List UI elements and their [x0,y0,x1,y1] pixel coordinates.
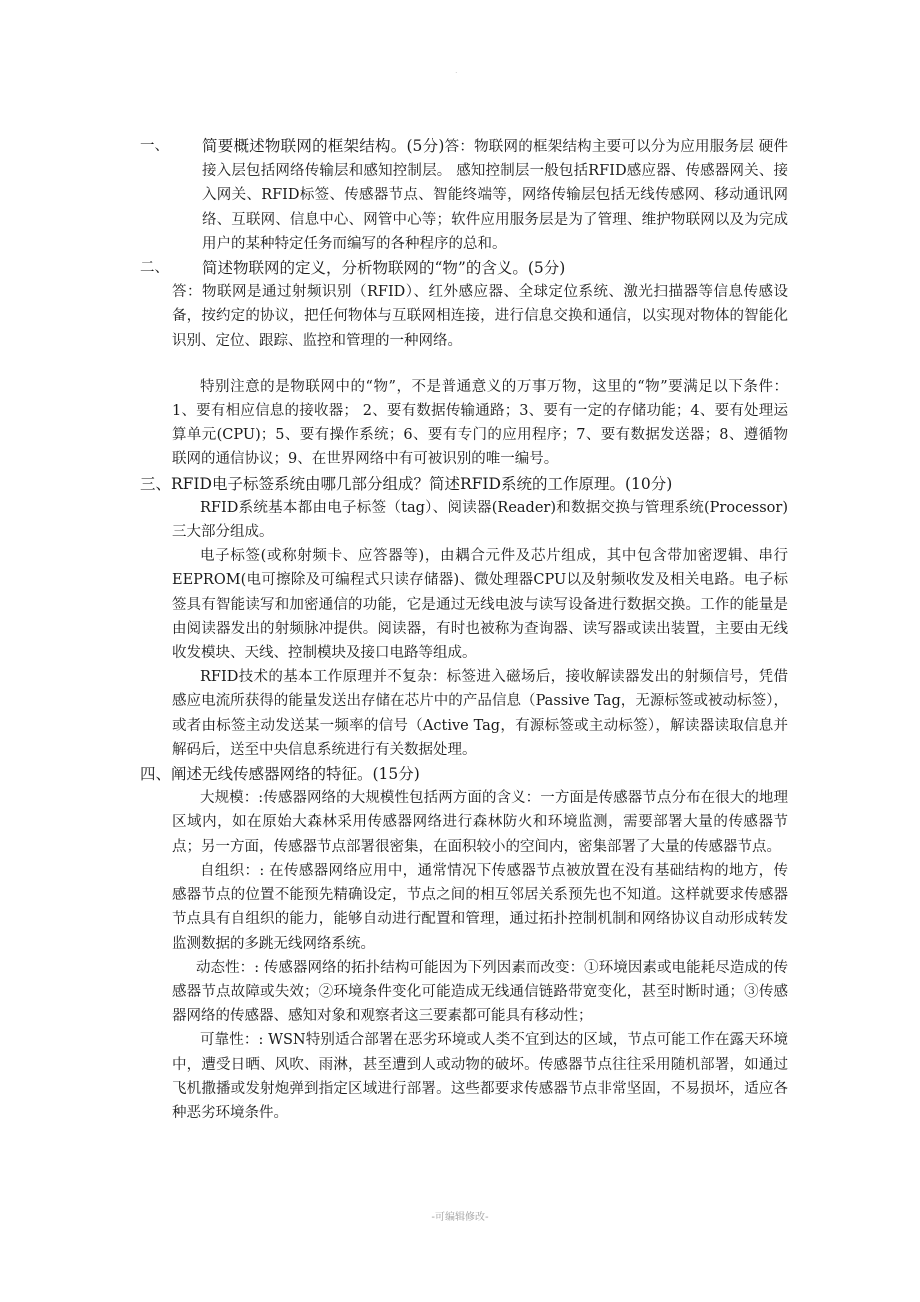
question-4-paragraph-1: 大规模：:传感器网络的大规模性包括两方面的含义：一方面是传感器节点分布在很大的地理区域内，如在原始大森林采用传感器网络进行森林防火和环境监测，需要部署大量的传感器节点；另一方面，传感器节点部署很密集，在面积较小的空间内，密集部署了大量的传感器节点。 [172,790,788,855]
question-3-paragraph-2: 电子标签(或称射频卡、应答器等)，由耦合元件及芯片组成，其中包含带加密逻辑、串行EEPROM(电可擦除及可编程式只读存储器)、微处理器CPU以及射频收发及相关电路。电子标签具有智能读写和加密通信的功能，它是通过无线电波与读写设备进行数据交换。工作的能量是由阅读器发出的射频脉冲提供。阅读器，有时也被称为查询器、读写器或读出装置，主要由无线收发模块、天线、控制模块及接口电路等组成。 [172,548,788,662]
question-4-paragraph-3: 动态性：: 传感器网络的拓扑结构可能因为下列因素而改变：①环境因素或电能耗尽造成的传感器节点故障或失效；②环境条件变化可能造成无线通信链路带宽变化，甚至时断时通；③传感器网络的传感器、感知对象和观察者这三要素都可能具有移动性； [172,959,788,1025]
page-footer: -可编辑修改- [431,1212,489,1223]
question-2 [140,256,788,280]
question-2-answer: 答：物联网是通过射频识别（RFID）、红外感应器、全球定位系统、激光扫描器等信息传感设备，按约定的协议，把任何物体与互联网相连接，进行信息交换和通信，以实现对物体的智能化识别、定位、跟踪、监控和管理的一种网络。 [172,284,788,349]
header-mark: . [455,66,458,75]
document-body [140,134,788,1125]
question-1 [140,134,788,256]
question-3-paragraph-1: RFID系统基本都由电子标签（tag）、阅读器(Reader)和数据交换与管理系统(Processor)三大部分组成。 [172,499,788,541]
question-4-paragraph-4: 可靠性：: WSN特别适合部署在恶劣环境或人类不宜到达的区域，节点可能工作在露天环境中，遭受日晒、风吹、雨淋，甚至遭到人或动物的破坏。传感器节点往往采用随机部署，如通过飞机撒播或发射炮弹到指定区域进行部署。这些都要求传感器节点非常坚固，不易损坏，适应各种恶劣环境条件。 [172,1032,788,1121]
question-1-answer: 答：物联网的框架结构主要可以分为应用服务层 硬件接入层包括网络传输层和感知控制层。 感知控制层一般包括RFID感应器、传感器网关、接入网关、RFID标签、传感器节点、智能终端等，网络传输层包括无线传感网、移动通讯网络、互联网、信息中心、网管中心等；软件应用服务层是为了管理、维护物联网以及为完成用户的某种特定任务而编写的各种程序的总和。 [202,139,788,252]
question-1-number: 一、 [140,138,169,154]
question-4-title: 四、阐述无线传感器网络的特征。(15分) [140,765,420,784]
question-2-number: 二、 [140,260,169,277]
spacer [140,353,788,375]
question-2-note: 特别注意的是物联网中的“物”，不是普通意义的万事万物，这里的“物”要满足以下条件：1、要有相应信息的接收器； 2、要有数据传输通路；3、要有一定的存储功能；4、要有处理运算单元(CPU)；5、要有操作系统；6、要有专门的应用程序；7、要有数据发送器；8、遵循物联网的通信协议；9、在世界网络中有可被识别的唯一编号。 [172,378,788,468]
question-2-title: 简述物联网的定义，分析物联网的“物”的含义。(5分) [202,259,566,278]
question-3-title: 三、RFID电子标签系统由哪几部分组成？简述RFID系统的工作原理。(10分) [140,474,673,493]
question-3-paragraph-3: RFID技术的基本工作原理并不复杂：标签进入磁场后，接收解读器发出的射频信号，凭借感应电流所获得的能量发送出存储在芯片中的产品信息（Passive Tag，无源标签或被动标签），或者由标签主动发送某一频率的信号（Active Tag，有源标签或主动标签），解读器读取信息并解码后，送至中央信息系统进行有关数据处理。 [172,669,788,758]
question-1-title: 简要概述物联网的框架结构。(5分) [202,137,445,155]
question-4-paragraph-2: 自组织：: 在传感器网络应用中，通常情况下传感器节点被放置在没有基础结构的地方，传感器节点的位置不能预先精确设定，节点之间的相互邻居关系预先也不知道。这样就要求传感器节点具有自组织的能力，能够自动进行配置和管理，通过拓扑控制机制和网络协议自动形成转发监测数据的多跳无线网络系统。 [172,862,788,952]
question-1-text [202,134,788,256]
